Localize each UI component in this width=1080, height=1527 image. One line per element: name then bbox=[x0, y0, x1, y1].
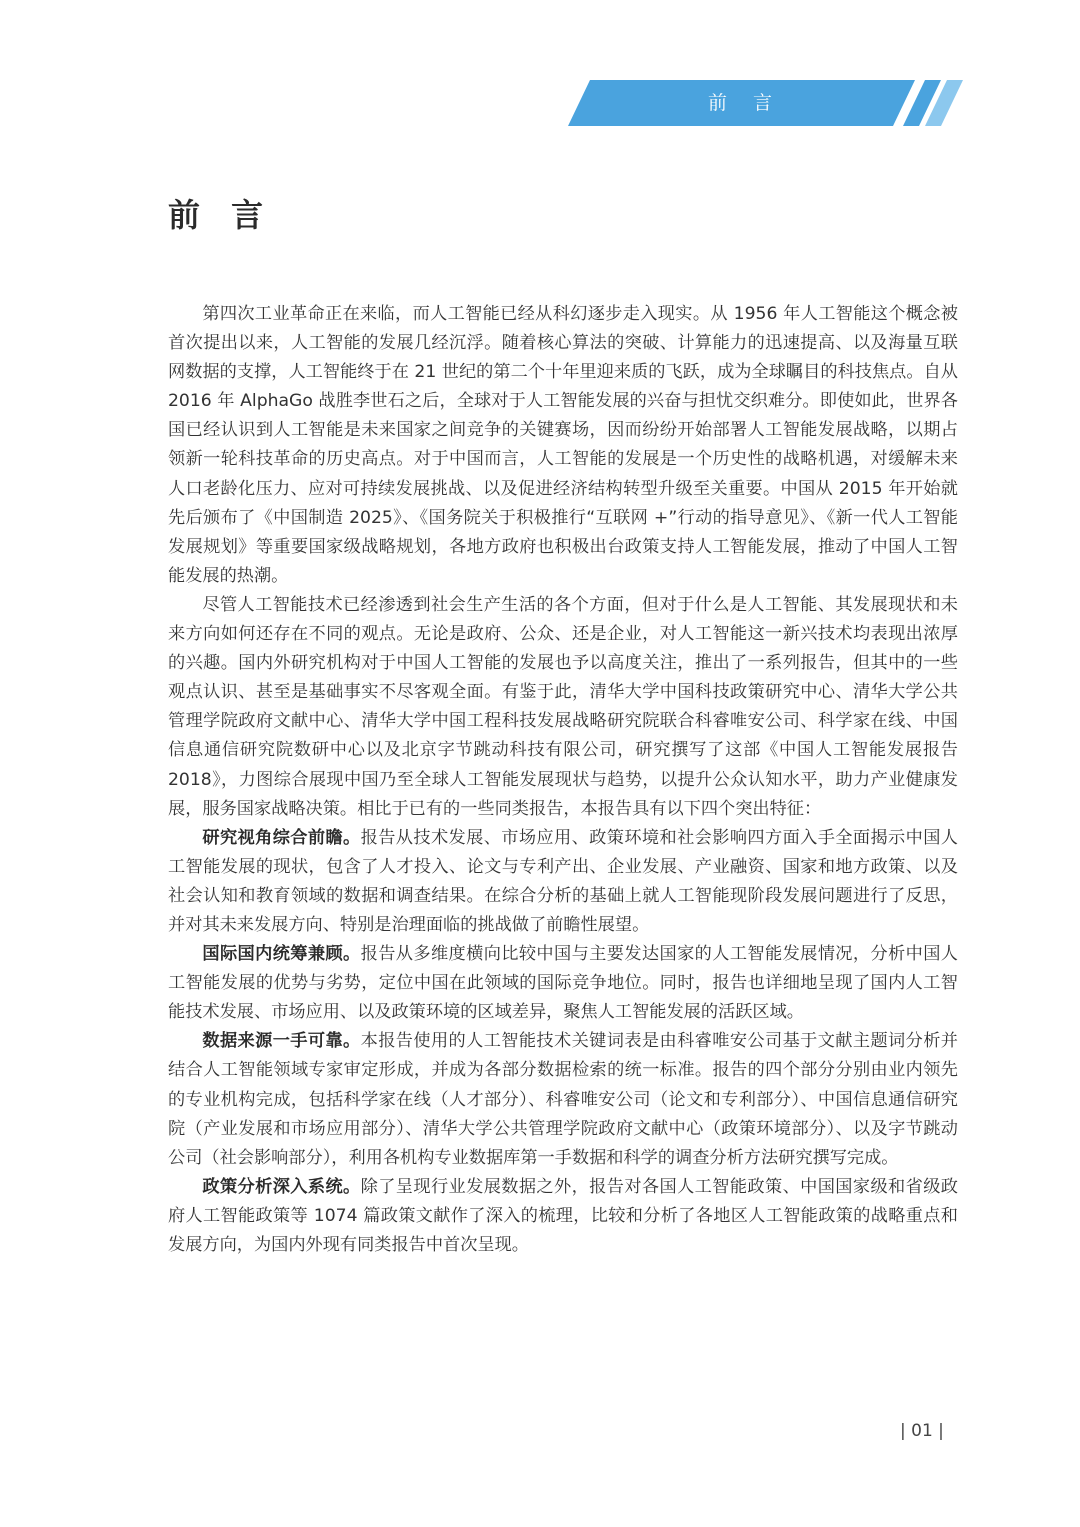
body-text bbox=[168, 300, 958, 1260]
paragraph-text: 本报告使用的人工智能技术关键词表是由科睿唯安公司基于文献主题词分析并结合人工智能领域专家审定形成，并成为各部分数据检索的统一标准。报告的四个部分分别由业内领先的专业机构完成，包括科学家在线（人才部分）、科睿唯安公司（论文和专利部分）、中国信息通信研究院（产业发展和市场应用部分）、清华大学公共管理学院政府文献中心（政策环境部分）、以及字节跳动公司（社会影响部分），利用各机构专业数据库第一手数据和科学的调查分析方法研究撰写完成。 bbox=[168, 1031, 958, 1168]
paragraph-text: 尽管人工智能技术已经渗透到社会生产生活的各个方面，但对于什么是人工智能、其发展现状和未来方向如何还存在不同的观点。无论是政府、公众、还是企业，对人工智能这一新兴技术均表现出浓厚的兴趣。国内外研究机构对于中国人工智能的发展也予以高度关注，推出了一系列报告，但其中的一些观点认识、甚至是基础事实不尽客观全面。有鉴于此，清华大学中国科技政策研究中心、清华大学公共管理学院政府文献中心、清华大学中国工程科技发展战略研究院联合科睿唯安公司、科学家在线、中国信息通信研究院数研中心以及北京字节跳动科技有限公司，研究撰写了这部《中国人工智能发展报告 2018》，力图综合展现中国乃至全球人工智能发展现状与趋势，以提升公众认知水平，助力产业健康发展，服务国家战略决策。相比于已有的一些同类报告，本报告具有以下四个突出特征： bbox=[168, 594, 958, 819]
paragraph-text: 报告从技术发展、市场应用、政策环境和社会影响四方面入手全面揭示中国人工智能发展的现状，包含了人才投入、论文与专利产出、企业发展、产业融资、国家和地方政策、以及社会认知和教育领域的数据和调查结果。在综合分析的基础上就人工智能现阶段发展问题进行了反思，并对其未来发展方向、特别是治理面临的挑战做了前瞻性展望。 bbox=[168, 827, 958, 935]
section-header-banner bbox=[0, 80, 1080, 126]
paragraph-feature-1 bbox=[168, 824, 958, 940]
paragraph-lead: 研究视角综合前瞻。 bbox=[202, 827, 361, 848]
paragraph-lead: 数据来源一手可靠。 bbox=[202, 1031, 361, 1052]
section-header-label: 前 言 bbox=[707, 92, 783, 114]
paragraph-background bbox=[168, 591, 958, 824]
paragraph-text: 报告从多维度横向比较中国与主要发达国家的人工智能发展情况，分析中国人工智能发展的优势与劣势，定位中国在此领域的国际竞争地位。同时，报告也详细地呈现了国内人工智能技术发展、市场应用、以及政策环境的区域差异，聚焦人工智能发展的活跃区域。 bbox=[168, 944, 958, 1023]
paragraph-feature-4 bbox=[168, 1173, 958, 1260]
banner-shape bbox=[0, 80, 1080, 126]
paragraph-lead: 政策分析深入系统。 bbox=[202, 1176, 361, 1197]
paragraph-text: 除了呈现行业发展数据之外，报告对各国人工智能政策、中国国家级和省级政府人工智能政策等 1074 篇政策文献作了深入的梳理，比较和分析了各地区人工智能政策的战略重点和发展方向，为国内外现有同类报告中首次呈现。 bbox=[168, 1176, 958, 1255]
paragraph-feature-2 bbox=[168, 940, 958, 1027]
paragraph-feature-3 bbox=[168, 1027, 958, 1172]
paragraph-lead: 国际国内统筹兼顾。 bbox=[202, 944, 361, 965]
paragraph-text: 第四次工业革命正在来临，而人工智能已经从科幻逐步走入现实。从 1956 年人工智能这个概念被首次提出以来，人工智能的发展几经沉浮。随着核心算法的突破、计算能力的迅速提高、以及海量互联网数据的支撑，人工智能终于在 21 世纪的第二个十年里迎来质的飞跃，成为全球瞩目的科技焦点。自从 2016 年 AlphaGo 战胜李世石之后，全球对于人工智能发展的兴奋与担忧交织难分。即使如此，世界各国已经认识到人工智能是未来国家之间竞争的关键赛场，因而纷纷开始部署人工智能发展战略，以期占领新一轮科技革命的历史高点。对于中国而言，人工智能的发展是一个历史性的战略机遇，对缓解未来人口老龄化压力、应对可持续发展挑战、以及促进经济结构转型升级至关重要。中国从 2015 年开始就先后颁布了《中国制造 2025》、《国务院关于积极推行“互联网 +”行动的指导意见》、《新一代人工智能发展规划》等重要国家级战略规划，各地方政府也积极出台政策支持人工智能发展，推动了中国人工智能发展的热潮。 bbox=[168, 304, 958, 586]
page-title: 前 言 bbox=[168, 196, 274, 234]
page-number: | 01 | bbox=[900, 1421, 944, 1441]
paragraph-intro bbox=[168, 300, 958, 591]
